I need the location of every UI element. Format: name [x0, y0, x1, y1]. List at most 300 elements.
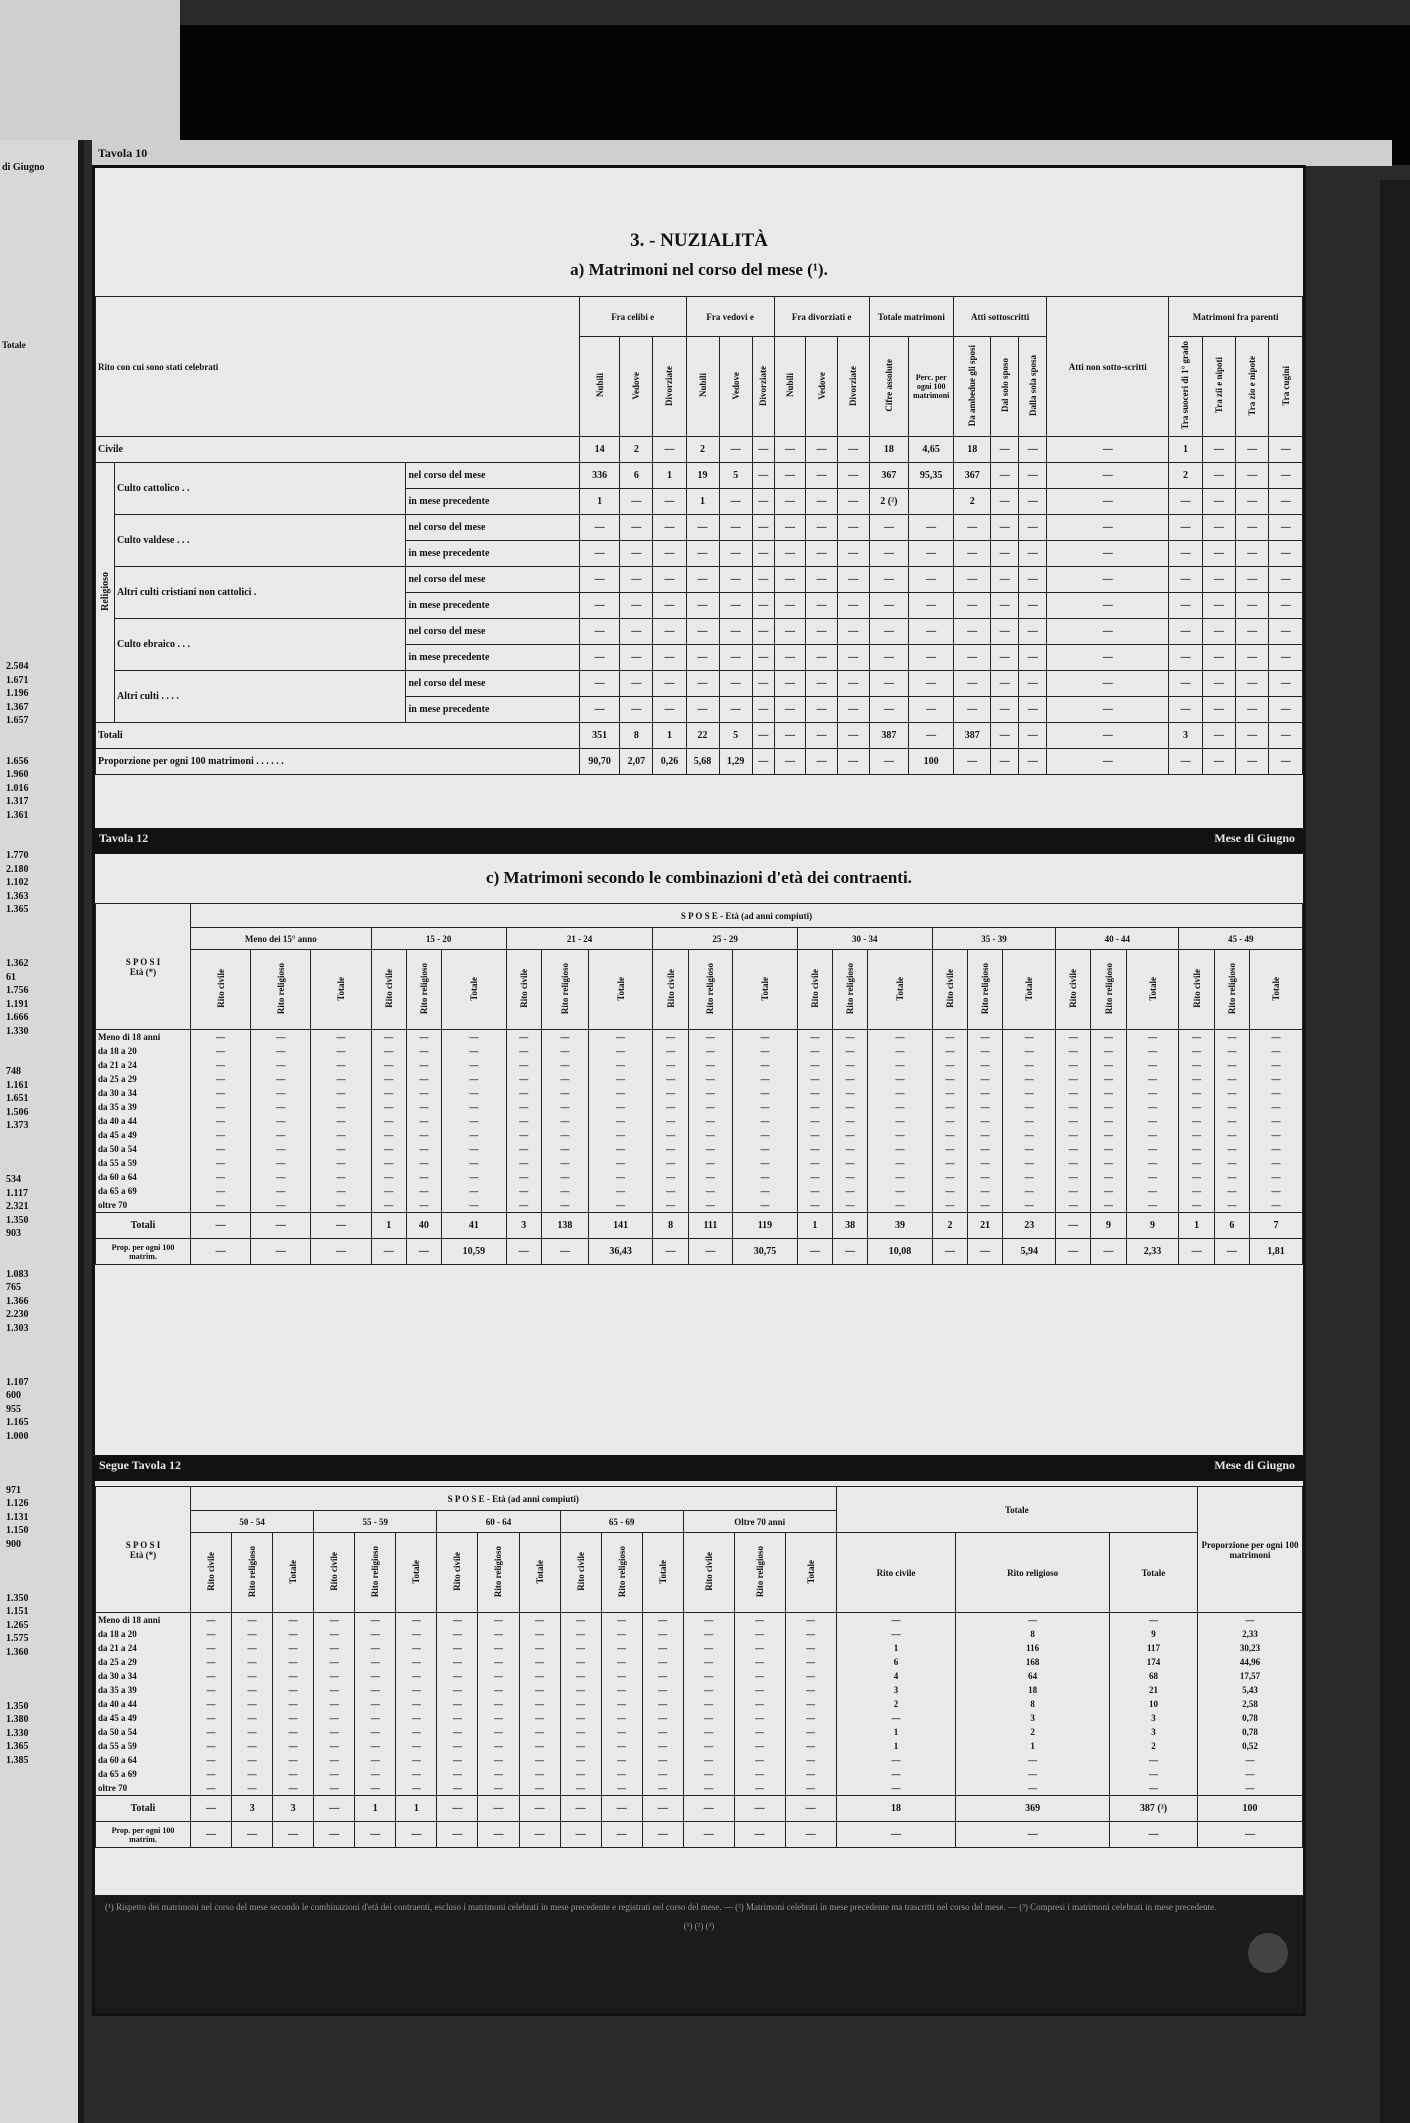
table-cell: — [774, 567, 806, 593]
data-cell: — [1068, 1172, 1078, 1182]
data-cell: — [617, 1671, 627, 1681]
table-cell: — [653, 645, 686, 671]
data-cell: — [519, 1186, 529, 1196]
data-cell: — [760, 1102, 770, 1112]
data-cell: — [288, 1713, 298, 1723]
data-cell: — [519, 1116, 529, 1126]
data-cell: — [216, 1032, 226, 1042]
prop-cell: — [1091, 1239, 1126, 1265]
table-cell: — [1202, 489, 1235, 515]
data-cell: — [704, 1629, 714, 1639]
age-label: da 30 a 34 [98, 1088, 137, 1098]
data-cell: — [206, 1755, 216, 1765]
data-cell: — [1227, 1032, 1237, 1042]
prop-cell: — [406, 1239, 441, 1265]
rito-label: Totale [534, 1559, 545, 1584]
data-cell: 0,78 [1242, 1727, 1258, 1737]
data-cell: — [705, 1186, 715, 1196]
data-cell: — [845, 1130, 855, 1140]
table-cell: — [806, 567, 838, 593]
data-cell: — [810, 1046, 820, 1056]
data-cell: — [945, 1102, 955, 1112]
rito-label: Totale [411, 1559, 422, 1584]
data-cell: — [845, 1032, 855, 1042]
data-cell: 30,23 [1239, 1643, 1261, 1653]
data-cell: — [276, 1060, 286, 1070]
data-cell: — [519, 1158, 529, 1168]
table-cell: — [579, 619, 619, 645]
data-cell: — [493, 1727, 503, 1737]
table-cell: — [869, 749, 909, 775]
age-label: Meno di 18 anni [98, 1032, 161, 1042]
data-cell: — [452, 1727, 462, 1737]
data-column [832, 1030, 867, 1213]
table-bar-right: Mese di Giugno [1214, 831, 1295, 845]
table-cell: — [837, 645, 869, 671]
rito-header [355, 1533, 396, 1613]
table-cell: — [620, 697, 653, 723]
data-column [642, 1613, 683, 1796]
data-cell: — [384, 1046, 394, 1056]
table-cell: 2,07 [620, 749, 653, 775]
data-cell: — [1192, 1060, 1202, 1070]
data-cell: — [945, 1158, 955, 1168]
data-cell: — [1227, 1046, 1237, 1056]
data-cell: — [845, 1144, 855, 1154]
age-label: da 60 a 64 [98, 1755, 137, 1765]
data-cell: — [1227, 1116, 1237, 1126]
data-cell: — [1024, 1158, 1034, 1168]
data-cell: — [493, 1685, 503, 1695]
section-c-title: c) Matrimoni secondo le combinazioni d'età dei contraenti. [486, 868, 912, 887]
data-cell: — [1028, 1755, 1038, 1765]
data-cell: — [1068, 1074, 1078, 1084]
data-cell: — [288, 1727, 298, 1737]
table-cell: — [1269, 437, 1303, 463]
total-cell: 2 [932, 1213, 967, 1239]
data-cell: — [658, 1629, 668, 1639]
table-cell: — [1047, 489, 1169, 515]
data-column [1091, 1030, 1126, 1213]
table-row [96, 463, 1303, 489]
data-cell: — [1068, 1186, 1078, 1196]
rito-header [932, 950, 967, 1030]
age-group-header: Oltre 70 anni [683, 1511, 836, 1533]
scan-background [0, 0, 180, 140]
table-cell: — [752, 723, 774, 749]
data-cell: — [206, 1783, 216, 1793]
data-cell: — [336, 1032, 346, 1042]
age-label: da 45 a 49 [98, 1713, 137, 1723]
data-cell: — [1271, 1200, 1281, 1210]
table-cell: — [579, 515, 619, 541]
data-cell: — [980, 1130, 990, 1140]
data-cell: — [419, 1172, 429, 1182]
data-cell: — [1104, 1144, 1113, 1154]
data-cell: 168 [1025, 1657, 1040, 1667]
group-header: Matrimoni fra parenti [1169, 297, 1303, 337]
data-cell: — [329, 1783, 339, 1793]
data-cell: — [1024, 1144, 1034, 1154]
age-label: da 35 a 39 [98, 1685, 137, 1695]
table-cell: — [1269, 567, 1303, 593]
table-cell: — [837, 567, 869, 593]
data-cell: — [806, 1615, 816, 1625]
data-cell: — [945, 1088, 955, 1098]
age-label: da 65 a 69 [98, 1186, 137, 1196]
table-cell: — [1047, 723, 1169, 749]
data-cell: — [560, 1158, 570, 1168]
age-label: da 40 a 44 [98, 1699, 137, 1709]
sposi-label: S P O S I [125, 956, 161, 967]
prop-row [96, 1822, 1303, 1848]
table-cell: — [909, 645, 954, 671]
data-cell: — [891, 1615, 901, 1625]
data-cell: — [616, 1200, 626, 1210]
data-cell: — [560, 1172, 570, 1182]
table-row [96, 749, 1303, 775]
data-cell: — [411, 1783, 421, 1793]
table-cell: — [1169, 541, 1202, 567]
subcol-header [1269, 337, 1303, 437]
data-cell: 1 [893, 1727, 899, 1737]
rito-row [96, 950, 1303, 1030]
data-cell: — [370, 1629, 380, 1639]
table-cell: — [954, 645, 991, 671]
data-cell: — [336, 1200, 346, 1210]
prop-cell: — [478, 1822, 519, 1848]
data-cell: — [419, 1186, 429, 1196]
data-cell: — [329, 1741, 339, 1751]
data-cell: — [535, 1769, 545, 1779]
table-cell: — [909, 593, 954, 619]
data-cell: — [1104, 1130, 1113, 1140]
data-cell: — [945, 1130, 955, 1140]
data-cell: — [370, 1713, 380, 1723]
table-cell: — [1169, 697, 1202, 723]
rito-header [1126, 950, 1179, 1030]
data-column [519, 1613, 560, 1796]
data-cell: — [576, 1769, 586, 1779]
rito-label: Totale [657, 1559, 668, 1584]
table-cell: — [1047, 463, 1169, 489]
total-cell: — [191, 1213, 251, 1239]
data-cell: — [419, 1074, 429, 1084]
data-cell: — [704, 1727, 714, 1737]
rito-label: Rito religioso [247, 1545, 258, 1598]
data-cell: — [1024, 1200, 1034, 1210]
table-bar-right: Mese di Giugno [1214, 1458, 1295, 1472]
age-group-header: 25 - 29 [653, 928, 797, 950]
data-cell: — [1148, 1074, 1158, 1084]
table-cell: — [869, 593, 909, 619]
data-cell: — [452, 1699, 462, 1709]
data-cell: — [617, 1699, 627, 1709]
data-cell: — [666, 1088, 676, 1098]
rito-header [734, 1533, 785, 1613]
rito-label: Totale [335, 976, 346, 1001]
data-column [868, 1030, 933, 1213]
table-cell: — [806, 515, 838, 541]
rito-header [832, 950, 867, 1030]
data-cell: — [1024, 1102, 1034, 1112]
data-cell: — [452, 1769, 462, 1779]
data-cell: — [845, 1158, 855, 1168]
data-cell: — [616, 1172, 626, 1182]
table-cell: — [653, 567, 686, 593]
data-cell: — [980, 1186, 990, 1196]
data-cell: — [336, 1158, 346, 1168]
rito-header [1091, 950, 1126, 1030]
table-cell: — [1202, 437, 1235, 463]
subcol-label: Da ambedue gli sposi [967, 344, 978, 427]
data-cell: — [247, 1741, 257, 1751]
table-cell: — [991, 749, 1019, 775]
prop-cell: 5,94 [1003, 1239, 1056, 1265]
data-cell: — [1068, 1046, 1078, 1056]
data-cell: — [891, 1629, 901, 1639]
data-cell: — [419, 1102, 429, 1112]
data-cell: — [336, 1130, 346, 1140]
table-cell: 18 [954, 437, 991, 463]
data-cell: — [945, 1200, 955, 1210]
data-cell: — [216, 1130, 226, 1140]
data-column [588, 1030, 653, 1213]
data-cell: — [384, 1116, 394, 1126]
data-block [96, 1030, 1303, 1213]
table-cell: 22 [686, 723, 719, 749]
data-cell: — [616, 1088, 626, 1098]
religioso-label [96, 463, 115, 723]
subcol-label: Vedove [816, 371, 827, 400]
subcol-header [653, 337, 686, 437]
eta-label: Età (*) [129, 966, 157, 977]
data-cell: — [891, 1755, 901, 1765]
subcol-label: Nubili [697, 373, 708, 398]
table-cell: — [991, 723, 1019, 749]
age-label: da 50 a 54 [98, 1727, 137, 1737]
table-cell: — [1169, 671, 1202, 697]
data-cell: — [1192, 1046, 1202, 1056]
total-cell: 1 [797, 1213, 832, 1239]
data-cell: — [705, 1172, 715, 1182]
data-cell: — [1271, 1186, 1281, 1196]
table-cell: — [1019, 463, 1047, 489]
total-cell: 40 [406, 1213, 441, 1239]
data-cell: — [535, 1741, 545, 1751]
data-cell: — [560, 1116, 570, 1126]
total-cell: — [560, 1796, 601, 1822]
table-cell: — [1202, 541, 1235, 567]
data-cell: — [705, 1060, 715, 1070]
table-cell: — [653, 489, 686, 515]
rito-header [1003, 950, 1056, 1030]
data-cell: — [891, 1783, 901, 1793]
data-cell: — [276, 1088, 286, 1098]
data-cell: — [755, 1699, 765, 1709]
table-cell: 1 [653, 723, 686, 749]
rito-header [797, 950, 832, 1030]
data-cell: — [806, 1699, 816, 1709]
data-cell: — [206, 1769, 216, 1779]
data-cell: — [1148, 1116, 1158, 1126]
data-cell: — [384, 1032, 394, 1042]
header-row [96, 1487, 1303, 1511]
data-cell: — [704, 1741, 714, 1751]
table-cell: — [774, 515, 806, 541]
table-cell: — [686, 671, 719, 697]
data-cell: — [760, 1144, 770, 1154]
data-cell: — [658, 1615, 668, 1625]
data-cell: — [810, 1158, 820, 1168]
data-cell: — [945, 1172, 955, 1182]
prop-cell: — [232, 1822, 273, 1848]
data-cell: — [276, 1074, 286, 1084]
data-cell: — [419, 1158, 429, 1168]
table-cell: — [869, 541, 909, 567]
data-cell: — [1024, 1172, 1034, 1182]
table-cell: — [806, 541, 838, 567]
table-cell: — [909, 671, 954, 697]
prop-cell: — [642, 1822, 683, 1848]
header-row [96, 904, 1303, 928]
row-period: nel corso del mese [406, 619, 579, 645]
data-column [683, 1613, 734, 1796]
data-cell: — [755, 1657, 765, 1667]
table-cell: — [1236, 541, 1269, 567]
data-column [406, 1030, 441, 1213]
data-cell: — [891, 1769, 901, 1779]
total-cell: 21 [968, 1213, 1003, 1239]
data-cell: — [493, 1699, 503, 1709]
table-cell: — [686, 515, 719, 541]
rito-label: Totale [1147, 976, 1158, 1001]
data-cell: — [1148, 1046, 1158, 1056]
table-cell: — [1019, 645, 1047, 671]
data-cell: — [806, 1755, 816, 1765]
data-cell: — [616, 1116, 626, 1126]
data-cell: — [336, 1102, 346, 1112]
table-cell: — [954, 593, 991, 619]
total-cell: 111 [688, 1213, 732, 1239]
data-cell: — [1227, 1200, 1237, 1210]
data-cell: — [760, 1074, 770, 1084]
data-cell: — [845, 1102, 855, 1112]
data-cell: — [810, 1200, 820, 1210]
data-cell: — [666, 1074, 676, 1084]
page-title: 3. - NUZIALITÀ [630, 230, 768, 251]
row-group: Altri culti cristiani non cattolici . [115, 567, 406, 619]
table-cell: 367 [954, 463, 991, 489]
data-cell: — [535, 1783, 545, 1793]
total-cell: 1 [396, 1796, 437, 1822]
table-cell: — [869, 697, 909, 723]
data-cell: — [1227, 1172, 1237, 1182]
data-cell: — [1148, 1769, 1158, 1779]
data-cell: — [576, 1643, 586, 1653]
data-cell: — [411, 1755, 421, 1765]
table-cell: — [1169, 749, 1202, 775]
data-cell: — [247, 1657, 257, 1667]
table-cell: — [869, 515, 909, 541]
table-cell: — [686, 567, 719, 593]
table-cell: — [806, 489, 838, 515]
table-cell: — [1047, 541, 1169, 567]
data-cell: — [288, 1783, 298, 1793]
data-cell: — [469, 1172, 479, 1182]
table-cell: 8 [620, 723, 653, 749]
table-cell: — [579, 567, 619, 593]
data-cell: — [206, 1615, 216, 1625]
table-cell: 2 [1169, 463, 1202, 489]
total-cell: 18 [836, 1796, 956, 1822]
table-cell: — [653, 437, 686, 463]
rito-label: Rito civile [215, 969, 226, 1008]
table-cell: — [1269, 697, 1303, 723]
table-cell: — [1019, 723, 1047, 749]
data-cell: — [329, 1615, 339, 1625]
subcol-header [837, 337, 869, 437]
data-column [541, 1030, 588, 1213]
subcol-header [1202, 337, 1235, 437]
data-cell: — [666, 1158, 676, 1168]
data-cell: — [576, 1657, 586, 1667]
data-cell: — [452, 1671, 462, 1681]
table-cell: — [837, 515, 869, 541]
data-cell: — [206, 1643, 216, 1653]
data-cell: — [945, 1186, 955, 1196]
rito-label: Totale [805, 1559, 816, 1584]
data-cell: — [535, 1685, 545, 1695]
prop-cell: — [311, 1239, 371, 1265]
data-cell: — [1245, 1755, 1255, 1765]
total-cell: 39 [868, 1213, 933, 1239]
table-cell: — [1019, 749, 1047, 775]
data-cell: — [810, 1060, 820, 1070]
data-cell: — [1227, 1144, 1237, 1154]
data-cell: — [755, 1783, 765, 1793]
data-cell: — [617, 1741, 627, 1751]
table-cell: — [954, 749, 991, 775]
table-cell: — [1269, 515, 1303, 541]
table-cell: — [1019, 515, 1047, 541]
table-cell: — [837, 749, 869, 775]
data-cell: — [945, 1046, 955, 1056]
data-cell: — [704, 1783, 714, 1793]
data-cell: — [658, 1713, 668, 1723]
table-cell: — [752, 593, 774, 619]
data-cell: — [1068, 1158, 1078, 1168]
data-cell: — [895, 1046, 905, 1056]
data-cell: — [658, 1727, 668, 1737]
table-cell: 367 [869, 463, 909, 489]
rito-label: Totale [615, 976, 626, 1001]
table-eta-contraenti-segue [95, 1486, 1303, 1848]
data-cell: — [329, 1755, 339, 1765]
data-cell: — [206, 1699, 216, 1709]
data-cell: — [329, 1699, 339, 1709]
table-cell: 387 [869, 723, 909, 749]
data-cell: — [666, 1116, 676, 1126]
data-cell: — [704, 1699, 714, 1709]
row-period: nel corso del mese [406, 567, 579, 593]
row-period: nel corso del mese [406, 463, 579, 489]
data-cell: — [336, 1116, 346, 1126]
data-cell: — [1024, 1046, 1034, 1056]
sposi-label: S P O S I [125, 1539, 161, 1550]
table-cell: — [686, 541, 719, 567]
table-cell: — [1202, 749, 1235, 775]
